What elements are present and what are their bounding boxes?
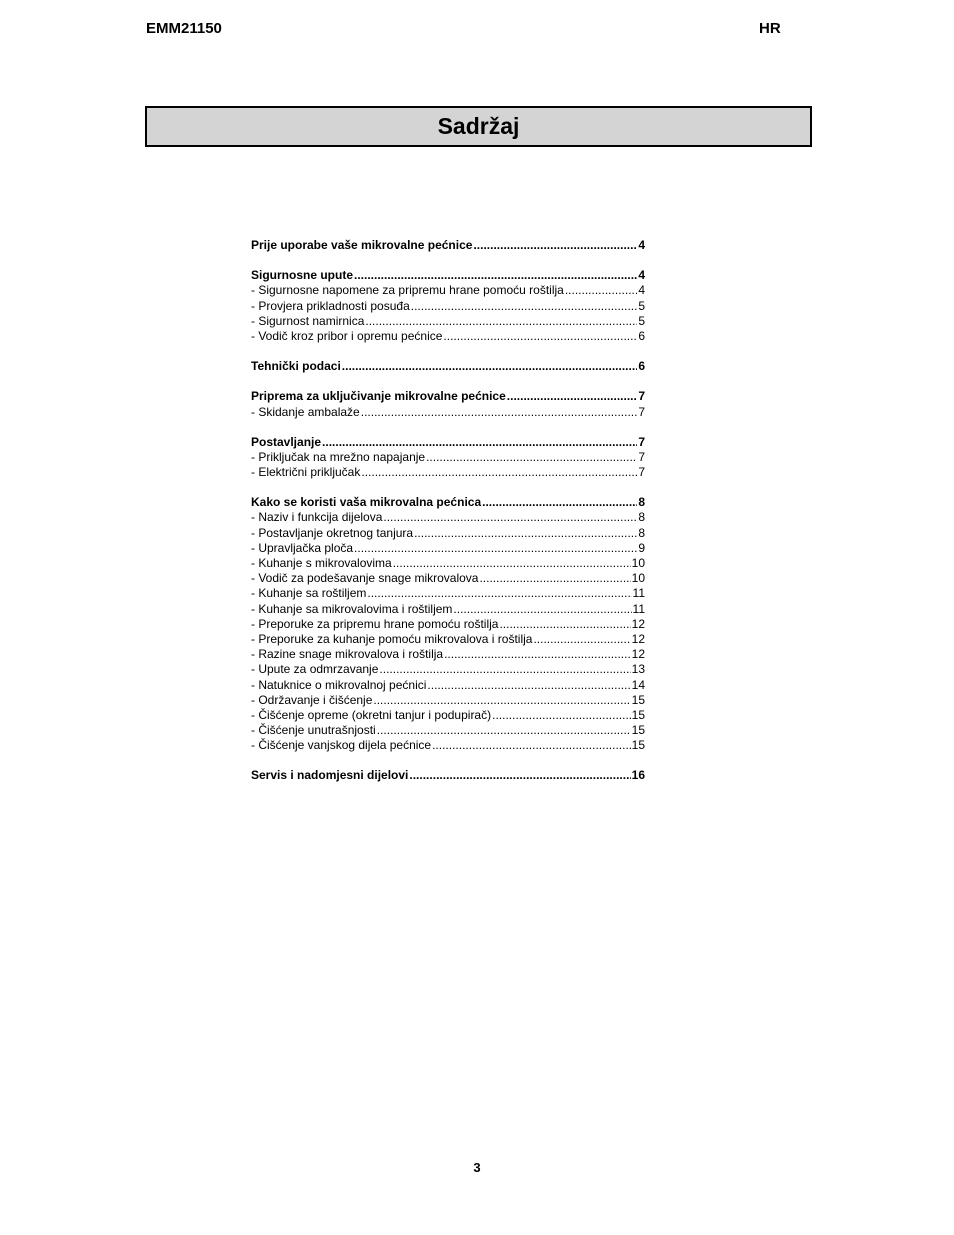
dot-leader [499, 617, 630, 632]
toc-subentry[interactable] [251, 617, 645, 632]
toc-entry-page: 7 [638, 449, 645, 464]
toc-entry-page: 13 [631, 662, 645, 677]
toc-entry-label: Priprema za uključivanje mikrovalne pećnice [251, 389, 506, 404]
dot-leader [507, 389, 638, 404]
toc-subentry[interactable] [251, 299, 645, 314]
toc-entry-page: 15 [631, 738, 645, 753]
toc-entry-page: 8 [638, 510, 645, 525]
toc-entry-label: Servis i nadomjesni dijelovi [251, 768, 409, 783]
toc-entry-label: Postavljanje [251, 434, 322, 449]
dot-leader [361, 405, 638, 420]
toc-entry-page: 11 [632, 601, 645, 616]
toc-entry-label: Sigurnosne upute [251, 268, 353, 283]
toc-entry-label: - Upravljačka ploča [251, 540, 354, 555]
toc-subentry[interactable] [251, 602, 645, 617]
toc-section-heading[interactable] [251, 268, 645, 283]
toc-entry-label: - Provjera prikladnosti posuđa [251, 298, 410, 313]
toc-subentry[interactable] [251, 283, 645, 298]
toc-entry-page: 7 [638, 404, 645, 419]
dot-leader [473, 238, 637, 253]
toc-subentry[interactable] [251, 662, 645, 677]
toc-subentry[interactable] [251, 405, 645, 420]
dot-leader [361, 465, 637, 480]
model-number: EMM21150 [146, 20, 222, 37]
dot-leader [354, 268, 637, 283]
toc-entry-page: 4 [638, 238, 645, 252]
dot-leader [479, 571, 630, 586]
page-number: 3 [473, 1160, 481, 1175]
dot-leader [367, 586, 631, 601]
toc-section [251, 768, 645, 783]
dot-leader [427, 678, 630, 693]
toc-entry-page: 14 [631, 677, 645, 692]
toc-entry-label: - Preporuke za kuhanje pomoću mikrovalova i roštilja [251, 631, 533, 646]
dot-leader [373, 693, 630, 708]
toc-entry-page: 7 [638, 389, 645, 404]
toc-section [251, 495, 645, 753]
toc-entry-page: 15 [631, 707, 645, 722]
toc-entry-label: - Električni priključak [251, 465, 361, 480]
toc-entry-label: - Vodič za podešavanje snage mikrovalova [251, 571, 479, 586]
dot-leader [365, 314, 637, 329]
toc-subentry[interactable] [251, 708, 645, 723]
toc-entry-page: 16 [631, 768, 645, 783]
dot-leader [379, 662, 630, 677]
page-title: Sadržaj [437, 113, 520, 139]
toc-subentry[interactable] [251, 314, 645, 329]
toc-subentry[interactable] [251, 632, 645, 647]
toc-entry-label: - Priključak na mrežno napajanje [251, 449, 426, 464]
toc-entry-label: - Natuknice o mikrovalnoj pećnici [251, 677, 427, 692]
dot-leader [414, 526, 637, 541]
toc-entry-page: 8 [638, 525, 645, 540]
toc-subentry[interactable] [251, 723, 645, 738]
dot-leader [443, 329, 637, 344]
toc-subentry[interactable] [251, 526, 645, 541]
dot-leader [482, 495, 637, 510]
toc-section-heading[interactable] [251, 768, 645, 783]
toc-entry-page: 12 [631, 647, 645, 662]
toc-entry-page: 10 [631, 556, 645, 570]
toc-section [251, 268, 645, 344]
toc-entry-page: 8 [638, 495, 645, 510]
toc-entry-label: - Kuhanje s mikrovalovima [251, 556, 392, 570]
toc-subentry[interactable] [251, 678, 645, 693]
toc-subentry[interactable] [251, 586, 645, 601]
toc-entry-page: 9 [638, 540, 645, 555]
dot-leader [411, 299, 638, 314]
toc-entry-label: - Čišćenje vanjskog dijela pećnice [251, 738, 432, 753]
toc-entry-label: - Upute za odmrzavanje [251, 662, 379, 677]
language-code: HR [759, 20, 781, 37]
toc-subentry[interactable] [251, 571, 645, 586]
toc-section-heading[interactable] [251, 389, 645, 404]
toc-entry-page: 12 [631, 616, 645, 631]
toc-subentry[interactable] [251, 647, 645, 662]
dot-leader [354, 541, 637, 556]
toc-section-heading[interactable] [251, 435, 645, 450]
toc-subentry[interactable] [251, 450, 645, 465]
dot-leader [409, 768, 630, 783]
toc-entry-label: - Sigurnosne napomene za pripremu hrane pomoću roštilja [251, 283, 564, 298]
dot-leader [342, 359, 638, 374]
toc-entry-page: 7 [638, 434, 645, 449]
toc-entry-label: Tehnički podaci [251, 359, 341, 374]
toc-entry-page: 12 [631, 631, 645, 646]
toc-entry-page: 5 [638, 298, 645, 313]
toc-section [251, 435, 645, 481]
toc-entry-label: - Naziv i funkcija dijelova [251, 510, 383, 525]
toc-subentry[interactable] [251, 510, 645, 525]
toc-entry-page: 4 [638, 283, 645, 298]
toc-section-heading[interactable] [251, 495, 645, 510]
dot-leader [565, 283, 637, 298]
toc-section [251, 238, 645, 253]
toc-subentry[interactable] [251, 541, 645, 556]
toc-section-heading[interactable] [251, 359, 645, 374]
toc-entry-page: 6 [638, 359, 645, 374]
toc-subentry[interactable] [251, 556, 645, 571]
toc-entry-label: Prije uporabe vaše mikrovalne pećnice [251, 238, 473, 252]
page-title-box [145, 106, 812, 147]
toc-subentry[interactable] [251, 329, 645, 344]
toc-entry-label: - Kuhanje sa mikrovalovima i roštiljem [251, 601, 453, 616]
toc-section [251, 389, 645, 419]
dot-leader [377, 723, 631, 738]
dot-leader [533, 632, 630, 647]
toc-entry-label: Kako se koristi vaša mikrovalna pećnica [251, 495, 482, 510]
toc-entry-label: - Skidanje ambalaže [251, 404, 360, 419]
toc-entry-page: 4 [638, 268, 645, 283]
dot-leader [426, 450, 637, 465]
dot-leader [322, 435, 637, 450]
toc-entry-label: - Postavljanje okretnog tanjura [251, 525, 414, 540]
dot-leader [393, 556, 631, 571]
toc-subentry[interactable] [251, 693, 645, 708]
toc-entry-label: - Razine snage mikrovalova i roštilja [251, 647, 444, 662]
toc-entry-page: 5 [638, 313, 645, 328]
toc-entry-page: 15 [631, 723, 645, 738]
toc-entry-label: - Kuhanje sa roštiljem [251, 586, 367, 601]
dot-leader [492, 708, 631, 723]
toc-subentry[interactable] [251, 465, 645, 480]
toc-entry-label: - Čišćenje unutrašnjosti [251, 723, 376, 738]
toc-entry-page: 7 [638, 465, 645, 480]
toc-entry-label: - Preporuke za pripremu hrane pomoću roštilja [251, 616, 499, 631]
toc-section [251, 359, 645, 374]
dot-leader [432, 738, 631, 753]
toc-subentry[interactable] [251, 738, 645, 753]
toc-entry-page: 10 [631, 571, 645, 586]
toc-entry-label: - Sigurnost namirnica [251, 313, 365, 328]
toc-entry-page: 6 [638, 328, 645, 343]
dot-leader [444, 647, 631, 662]
toc-entry-label: - Čišćenje opreme (okretni tanjur i podupirač) [251, 707, 492, 722]
toc-entry-page: 15 [631, 692, 645, 707]
dot-leader [453, 602, 631, 617]
table-of-contents [251, 238, 645, 799]
dot-leader [383, 510, 637, 525]
toc-entry-label: - Održavanje i čišćenje [251, 692, 373, 707]
toc-entry-page: 11 [632, 586, 645, 601]
toc-section-heading[interactable] [251, 238, 645, 253]
toc-entry-label: - Vodič kroz pribor i opremu pećnice [251, 328, 443, 343]
